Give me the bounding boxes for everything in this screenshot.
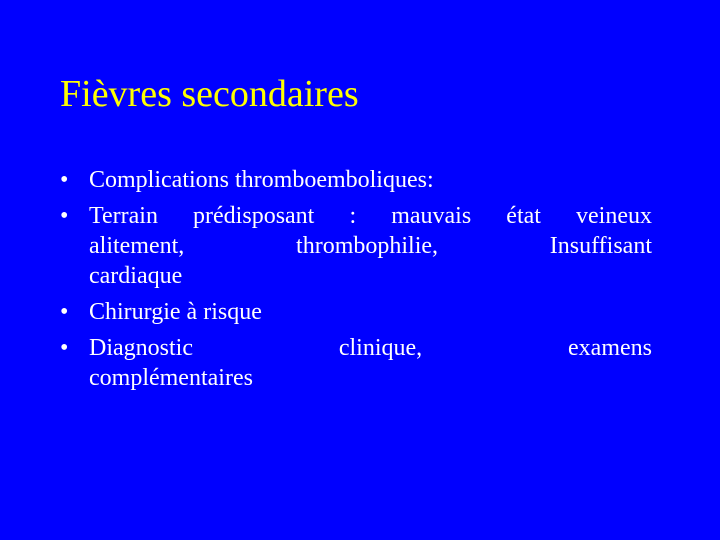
bullet-item-chirurgie (60, 297, 652, 327)
bullet-item-complications (60, 165, 652, 195)
bullet-text-line: complémentaires (89, 365, 253, 391)
bullet-text-line: cardiaque (89, 263, 183, 289)
bullet-text-line: alitement, thrombophilie, Insuffisant (89, 233, 652, 259)
slide-title: Fièvres secondaires (60, 73, 359, 115)
bullet-icon: • (60, 203, 69, 229)
bullet-icon: • (60, 167, 69, 193)
bullet-item-terrain (60, 201, 652, 291)
bullet-list (60, 165, 652, 399)
bullet-icon: • (60, 299, 69, 325)
bullet-text: Complications thromboemboliques: (89, 167, 434, 193)
bullet-text: Chirurgie à risque (89, 299, 262, 325)
bullet-icon: • (60, 335, 69, 361)
bullet-item-diagnostic (60, 333, 652, 393)
bullet-text-line: Diagnostic clinique, examens (89, 335, 652, 361)
bullet-text-line: Terrain prédisposant : mauvais état veineux (89, 203, 652, 229)
